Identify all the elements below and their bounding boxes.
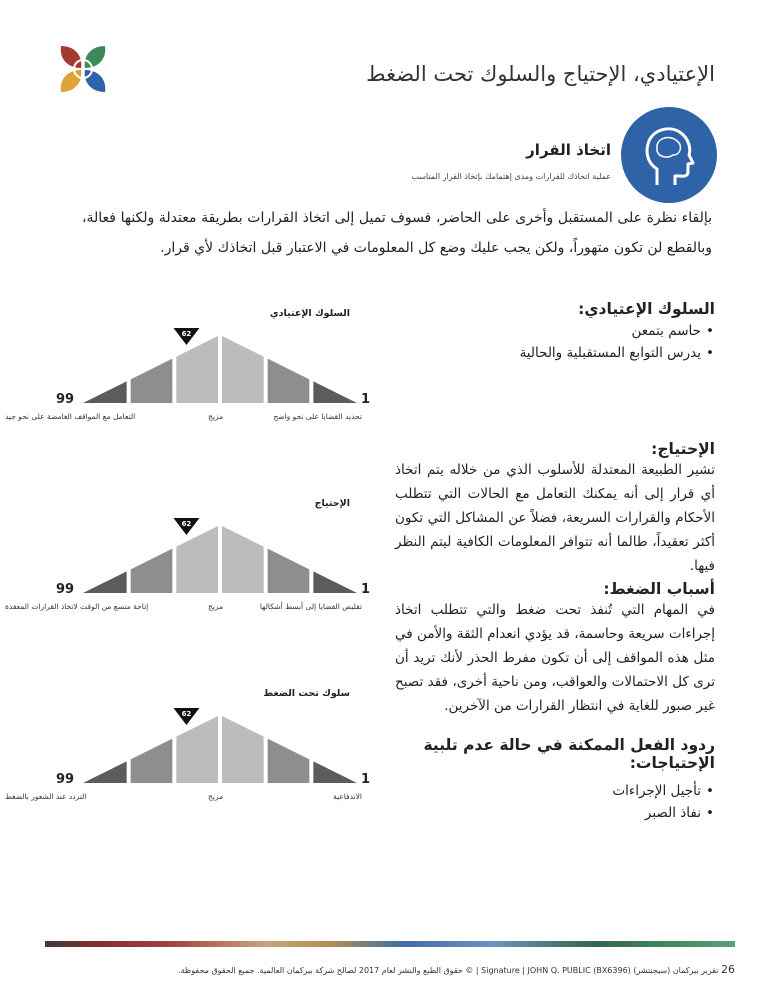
company-logo: [57, 44, 109, 94]
scale-segment: [131, 739, 173, 783]
stress-causes-section: [395, 580, 715, 718]
scale-segment: [222, 716, 264, 783]
left-pole-label: التردد عند الشعور بالضغط: [5, 792, 87, 801]
center-label: مزيج: [208, 412, 224, 421]
max-label: 99: [56, 392, 75, 407]
scale-segment: [313, 381, 357, 403]
scale-segment: [313, 761, 357, 783]
usual-bullet: • يدرس التوابع المستقبلية والحالية: [395, 342, 701, 364]
usual-bullet: • حاسم بتمعن: [395, 320, 701, 342]
scale-segment: [83, 571, 127, 593]
scale-chart-need: [0, 490, 390, 620]
scale-segment: [176, 526, 218, 593]
score-value: 62: [181, 520, 192, 528]
stress-causes-heading: أسباب الضغط:: [603, 580, 715, 598]
footer-text: تقرير بيركمان (سيجنتشر) Signature | JOHN Q. PUBLIC (BX6396) | © حقوق الطبع والنشر لعام 2017 لصالح شركة بيركمان العالمية. جميع الحقوق محفوظة.: [178, 966, 719, 975]
score-marker: [173, 518, 199, 535]
right-pole-label: تحديد القضايا على نحو واضح: [273, 412, 362, 421]
scale-segment: [313, 571, 357, 593]
score-marker: [173, 708, 199, 725]
max-label: 99: [56, 582, 75, 597]
scale-segment: [131, 549, 173, 593]
chart-title: الإحتياج: [314, 498, 350, 509]
brain-head-icon: [621, 107, 717, 203]
scale-segment: [83, 381, 127, 403]
reactions-bullet: • نفاذ الصبر: [355, 802, 701, 824]
section-title: اتخاذ القرار: [526, 141, 611, 159]
min-label: 1: [361, 772, 371, 787]
scale-segment: [222, 336, 264, 403]
center-label: مزيج: [208, 602, 224, 611]
reactions-section: [355, 736, 715, 824]
need-section: [395, 440, 715, 578]
footer: [178, 963, 735, 976]
scale-segment: [83, 761, 127, 783]
scale-segment: [176, 716, 218, 783]
page-title: الإعتيادي، الإحتياج والسلوك تحت الضغط: [366, 62, 715, 86]
right-pole-label: الاندفاعية: [332, 792, 362, 801]
intro-paragraph: بإلقاء نظرة على المستقبل وأخرى على الحاضر، فسوف تميل إلى اتخاذ القرارات بطريقة معتدلة ولكنها فعالة، وبالقطع لن تكون متهوراً، ولكن يجب عليك وضع كل المعلومات في الاعتبار قبل اتخاذك لأي قرار.: [82, 210, 712, 256]
scale-segment: [268, 739, 310, 783]
reactions-bullet: • تأجيل الإجراءات: [355, 780, 701, 802]
score-marker: [173, 328, 199, 345]
scale-segment: [268, 359, 310, 403]
usual-section: [395, 300, 715, 364]
max-label: 99: [56, 772, 75, 787]
score-value: 62: [181, 710, 192, 718]
footer-color-band: [45, 941, 735, 947]
scale-segment: [176, 336, 218, 403]
scale-chart-usual: [0, 300, 390, 430]
scale-chart-stress: [0, 680, 390, 810]
section-subtitle: عملية اتخاذك للقرارات ومدى إهتمامك بإتخاذ القرار المناسب: [411, 172, 611, 181]
need-text: تشير الطبيعة المعتدلة للأسلوب الذي من خلاله يتم اتخاذ أي قرار إلى أنه يمكنك التعامل مع الحالات التي تتطلب الأحكام والقرارات السريعة، فضلاً عن المشاكل التي تكون أكثر تعقيداً، طالما أنه تتوافر المعلومات الكافية ليتم النظر فيها.: [395, 462, 715, 574]
reactions-heading: ردود الفعل الممكنة في حالة عدم تلبية الإحتياجات:: [423, 736, 715, 772]
page-number: 26: [721, 963, 735, 976]
stress-causes-text: في المهام التي تُنفذ تحت ضغط والتي تتطلب اتخاذ إجراءات سريعة وحاسمة، قد يؤدي انعدام الثقة والأمن في مثل هذه المواقف إلى أن تكون مفرط الحذر لأنك تريد أن ترى كل الاحتمالات والعواقب، ومن ناحية أخرى، فقد تصبح غير صبور للغاية في انتظار القرارات من الآخرين.: [395, 602, 715, 714]
left-pole-label: إتاحة متسع من الوقت لاتخاذ القرارات المعقدة: [5, 602, 149, 611]
score-value: 62: [181, 330, 192, 338]
usual-heading: السلوك الإعتيادي:: [578, 300, 715, 318]
scale-segment: [222, 526, 264, 593]
scale-segment: [131, 359, 173, 403]
left-pole-label: التعامل مع المواقف الغامضة على نحو جيد: [5, 412, 136, 421]
right-pole-label: تقليص القضايا إلى أبسط أشكالها: [259, 602, 362, 611]
scale-segment: [268, 549, 310, 593]
chart-title: سلوك تحت الضغط: [263, 688, 350, 699]
min-label: 1: [361, 392, 371, 407]
chart-title: السلوك الإعتيادي: [269, 308, 350, 319]
min-label: 1: [361, 582, 371, 597]
center-label: مزيج: [208, 792, 224, 801]
need-heading: الإحتياج:: [651, 440, 715, 458]
